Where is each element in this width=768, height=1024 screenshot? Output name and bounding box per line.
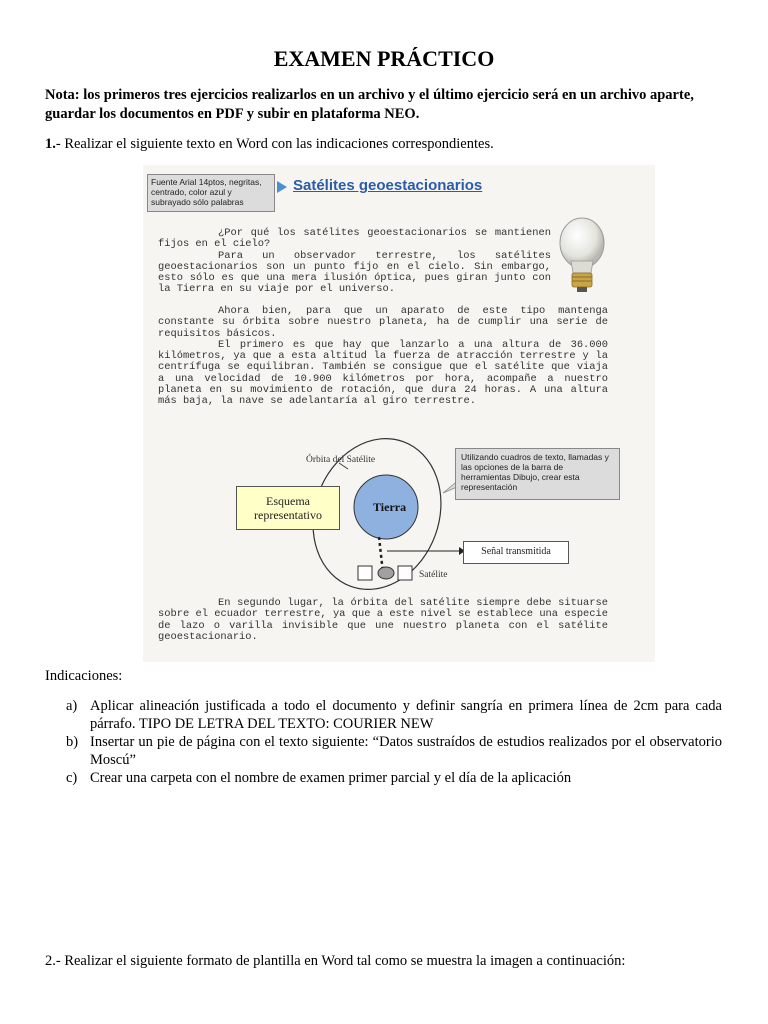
font-instruction-callout: Fuente Arial 14ptos, negritas, centrado, color azul y subrayado sólo palabras bbox=[147, 174, 275, 212]
list-marker: a) bbox=[66, 698, 78, 714]
orbit-diagram bbox=[143, 165, 655, 662]
signal-box: Señal transmitida bbox=[463, 541, 569, 564]
exercise-1-number: 1. bbox=[45, 136, 56, 152]
figure-paragraph: Ahora bien, para que un aparato de este tipo mantenga constante su órbita sobre nuestro planeta, ha de cumplir una serie de requisitos básicos. bbox=[158, 305, 608, 340]
figure-paragraph: El primero es que hay que lanzarlo a una altura de 36.000 kilómetros, ya que a esta altitud la fuerza de atracción terrestre y la centrífuga se equilibran. También se consigue que el satélite que viaja a una velocidad de 10.900 kilómetros por hora, acompañe a nuestro planeta en su movimiento de rotación, que dura 24 horas. A una altura más baja, la nave se adelantaría al giro terrestre. bbox=[158, 338, 608, 408]
figure-text-bottom bbox=[158, 598, 608, 643]
exercise-2-instruction: 2.- Realizar el siguiente formato de plantilla en Word tal como se muestra la imagen a continuación: bbox=[45, 953, 626, 969]
page-title: EXAMEN PRÁCTICO bbox=[273, 46, 495, 71]
list-item bbox=[66, 697, 722, 733]
list-item-text: Crear una carpeta con el nombre de examen primer parcial y el día de la aplicación bbox=[90, 770, 572, 786]
exercise-1-figure bbox=[143, 165, 655, 662]
list-item bbox=[66, 769, 722, 787]
satellite-label: Satélite bbox=[419, 570, 448, 580]
schema-box: Esquema representativo bbox=[236, 486, 340, 530]
satellite-body bbox=[378, 567, 394, 579]
list-marker: c) bbox=[66, 770, 78, 786]
figure-paragraph: En segundo lugar, la órbita del satélite siempre debe situarse sobre el ecuador terrestre, ya que a este nivel se establece una especie de lazo o varilla invisible que une nuestro planeta con el satélite geoestacionario. bbox=[158, 597, 608, 643]
exercise-1-text: - Realizar el siguiente texto en Word con las indicaciones correspondientes. bbox=[55, 136, 494, 152]
exam-note: Nota: los primeros tres ejercicios realizarlos en un archivo y el último ejercicio será en un archivo aparte, guardar los documentos en PDF y subir en plataforma NEO. bbox=[45, 87, 694, 122]
list-item bbox=[66, 733, 722, 769]
figure-paragraph: ¿Por qué los satélites geoestacionarios se mantienen fijos en el cielo? bbox=[158, 227, 551, 251]
figure-paragraph: Para un observador terrestre, los satélites geoestacionarios son un punto fijo en el cielo. Sin embargo, esto sólo es que una mera ilusión óptica, pues giran junto con la Tierra en su viaje por el universo. bbox=[158, 249, 551, 296]
earth-label: Tierra bbox=[373, 500, 407, 514]
indications-list bbox=[66, 697, 722, 787]
drawing-instruction-callout: Utilizando cuadros de texto, llamadas y las opciones de la barra de herramientas Dibujo, crear esta representación bbox=[455, 448, 620, 500]
satellite-panel-right bbox=[398, 566, 412, 580]
orbit-label: Órbita del Satélite bbox=[306, 455, 376, 465]
satellite-panel-left bbox=[358, 566, 372, 580]
list-item-text: Insertar un pie de página con el texto siguiente: “Datos sustraídos de estudios realizados por el observatorio Moscú” bbox=[90, 734, 722, 768]
indications-title: Indicaciones: bbox=[45, 668, 123, 684]
list-item-text: Aplicar alineación justificada a todo el documento y definir sangría en primera línea de 2cm para cada párrafo. TIPO DE LETRA DEL TEXTO: COURIER NEW bbox=[90, 698, 722, 732]
exercise-1-instruction bbox=[45, 136, 725, 153]
list-marker: b) bbox=[66, 734, 79, 750]
figure-heading: Satélites geoestacionarios bbox=[293, 177, 483, 194]
